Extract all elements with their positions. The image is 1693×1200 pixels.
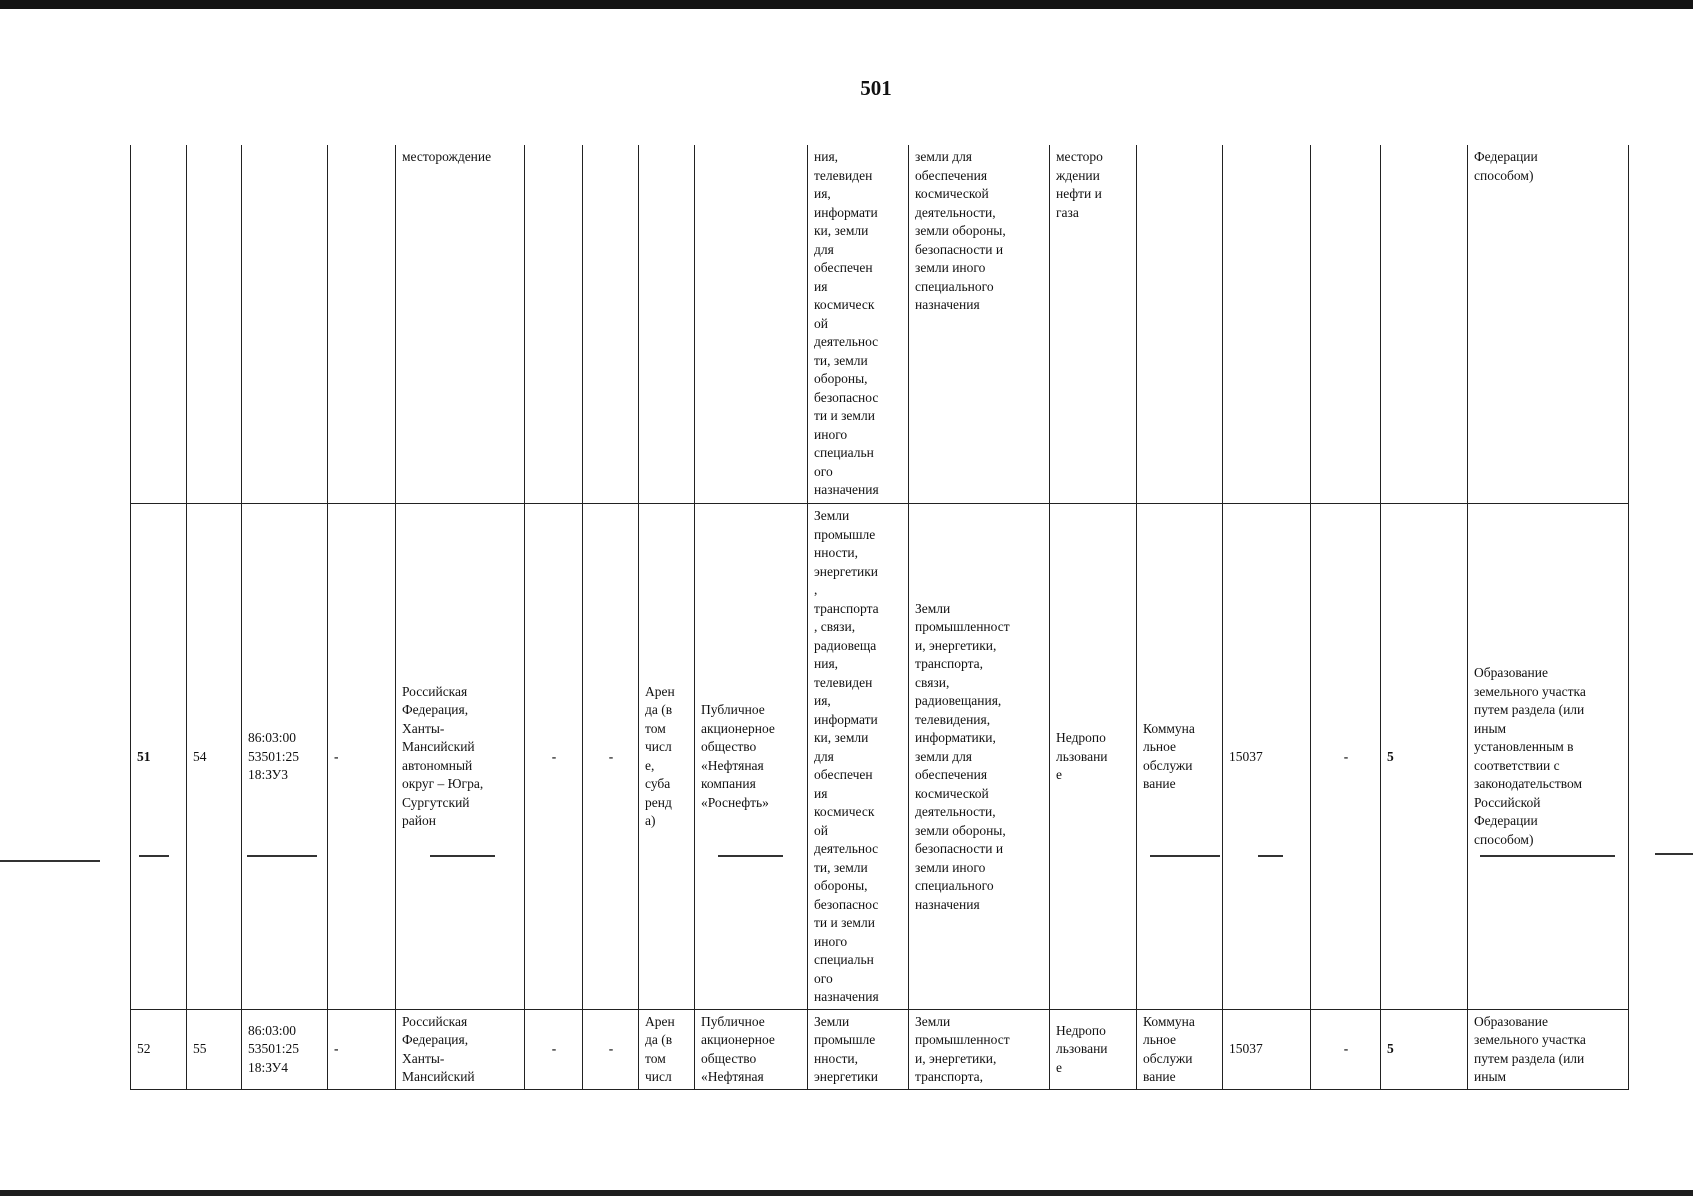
scan-top-edge: [0, 0, 1693, 9]
cell-formation-method: Федерации способом): [1468, 145, 1629, 504]
cell-right-type: Арен да (в том числ е, суба ренд а): [639, 504, 695, 1010]
cell-land-category-new: Земли промышленност и, энергетики, транспорта, связи, радиовещания, телевидения, информатики, земли для обеспечения космической деятельности, земли обороны, безопасности и земли иного специального назначения: [909, 504, 1050, 1010]
scan-artifact: [0, 860, 100, 862]
cell-index: 55: [187, 1009, 242, 1089]
cell-land-category-new: Земли промышленност и, энергетики, транспорта,: [909, 1009, 1050, 1089]
cell-right-holder: Публичное акционерное общество «Нефтяная: [695, 1009, 808, 1089]
cell-formation-method: Образование земельного участка путем раздела (или иным: [1468, 1009, 1629, 1089]
cell-right-holder: Публичное акционерное общество «Нефтяная компания «Роснефть»: [695, 504, 808, 1010]
cell-cadastral-number: 86:03:00 53501:25 18:ЗУ3: [242, 504, 328, 1010]
cell-cadastral-number: [242, 145, 328, 504]
table-row-continued: [131, 145, 1629, 504]
cell-area: [1223, 145, 1311, 504]
cell-permitted-use: Недропо льзовани е: [1050, 1009, 1137, 1089]
cell-col16: 5: [1381, 1009, 1468, 1089]
cell-land-category: Земли промышле нности, энергетики , транспорта , связи, радиовеща ния, телевиден ия, информати ки, земли для обеспечен ия космическ ой деятельнос ти, земли обороны, безопаснос ти и земли иного специальн ого назначения: [808, 504, 909, 1010]
cell-right-type: [639, 145, 695, 504]
cell-land-category-new: земли для обеспечения космической деятельности, земли обороны, безопасности и земли иного специального назначения: [909, 145, 1050, 504]
cell-area: 15037: [1223, 504, 1311, 1010]
cell-permitted-use-new: Коммуна льное обслужи вание: [1137, 504, 1223, 1010]
cell-col4: -: [328, 1009, 396, 1089]
cell-location: Российская Федерация, Ханты- Мансийский: [396, 1009, 525, 1089]
cell-cadastral-number: 86:03:00 53501:25 18:ЗУ4: [242, 1009, 328, 1089]
cell-col6: [525, 145, 583, 504]
cell-right-type: Арен да (в том числ: [639, 1009, 695, 1089]
cell-location: месторождение: [396, 145, 525, 504]
cell-permitted-use: месторо ждении нефти и газа: [1050, 145, 1137, 504]
scan-bottom-edge: [0, 1190, 1693, 1196]
cell-col16: [1381, 145, 1468, 504]
cell-row-number: 52: [131, 1009, 187, 1089]
cell-col15: -: [1311, 504, 1381, 1010]
cell-index: [187, 145, 242, 504]
cell-location: Российская Федерация, Ханты- Мансийский автономный округ – Югра, Сургутский район: [396, 504, 525, 1010]
scan-artifact: [1655, 853, 1693, 855]
cell-formation-method: Образование земельного участка путем раздела (или иным установленным в соответствии с законодательством Российской Федерации способом): [1468, 504, 1629, 1010]
cell-land-category: ния, телевиден ия, информати ки, земли для обеспечен ия космическ ой деятельнос ти, земли обороны, безопаснос ти и земли иного специальн ого назначения: [808, 145, 909, 504]
cell-permitted-use-new: [1137, 145, 1223, 504]
cell-col15: [1311, 145, 1381, 504]
cell-col4: [328, 145, 396, 504]
cell-col6: -: [525, 504, 583, 1010]
cell-index: 54: [187, 504, 242, 1010]
page-number: 501: [860, 76, 892, 100]
cell-permitted-use-new: Коммуна льное обслужи вание: [1137, 1009, 1223, 1089]
cell-area: 15037: [1223, 1009, 1311, 1089]
cell-col7: -: [583, 1009, 639, 1089]
cell-col7: [583, 145, 639, 504]
land-plot-registry-table: [130, 145, 1629, 1090]
cell-right-holder: [695, 145, 808, 504]
cell-col7: -: [583, 504, 639, 1010]
cell-col6: -: [525, 1009, 583, 1089]
cell-col16: 5: [1381, 504, 1468, 1010]
cell-land-category: Земли промышле нности, энергетики: [808, 1009, 909, 1089]
table-row-52: [131, 1009, 1629, 1089]
cell-col4: -: [328, 504, 396, 1010]
cell-permitted-use: Недропо льзовани е: [1050, 504, 1137, 1010]
table-row-51: [131, 504, 1629, 1010]
cell-row-number: [131, 145, 187, 504]
cell-col15: -: [1311, 1009, 1381, 1089]
cell-row-number: 51: [131, 504, 187, 1010]
